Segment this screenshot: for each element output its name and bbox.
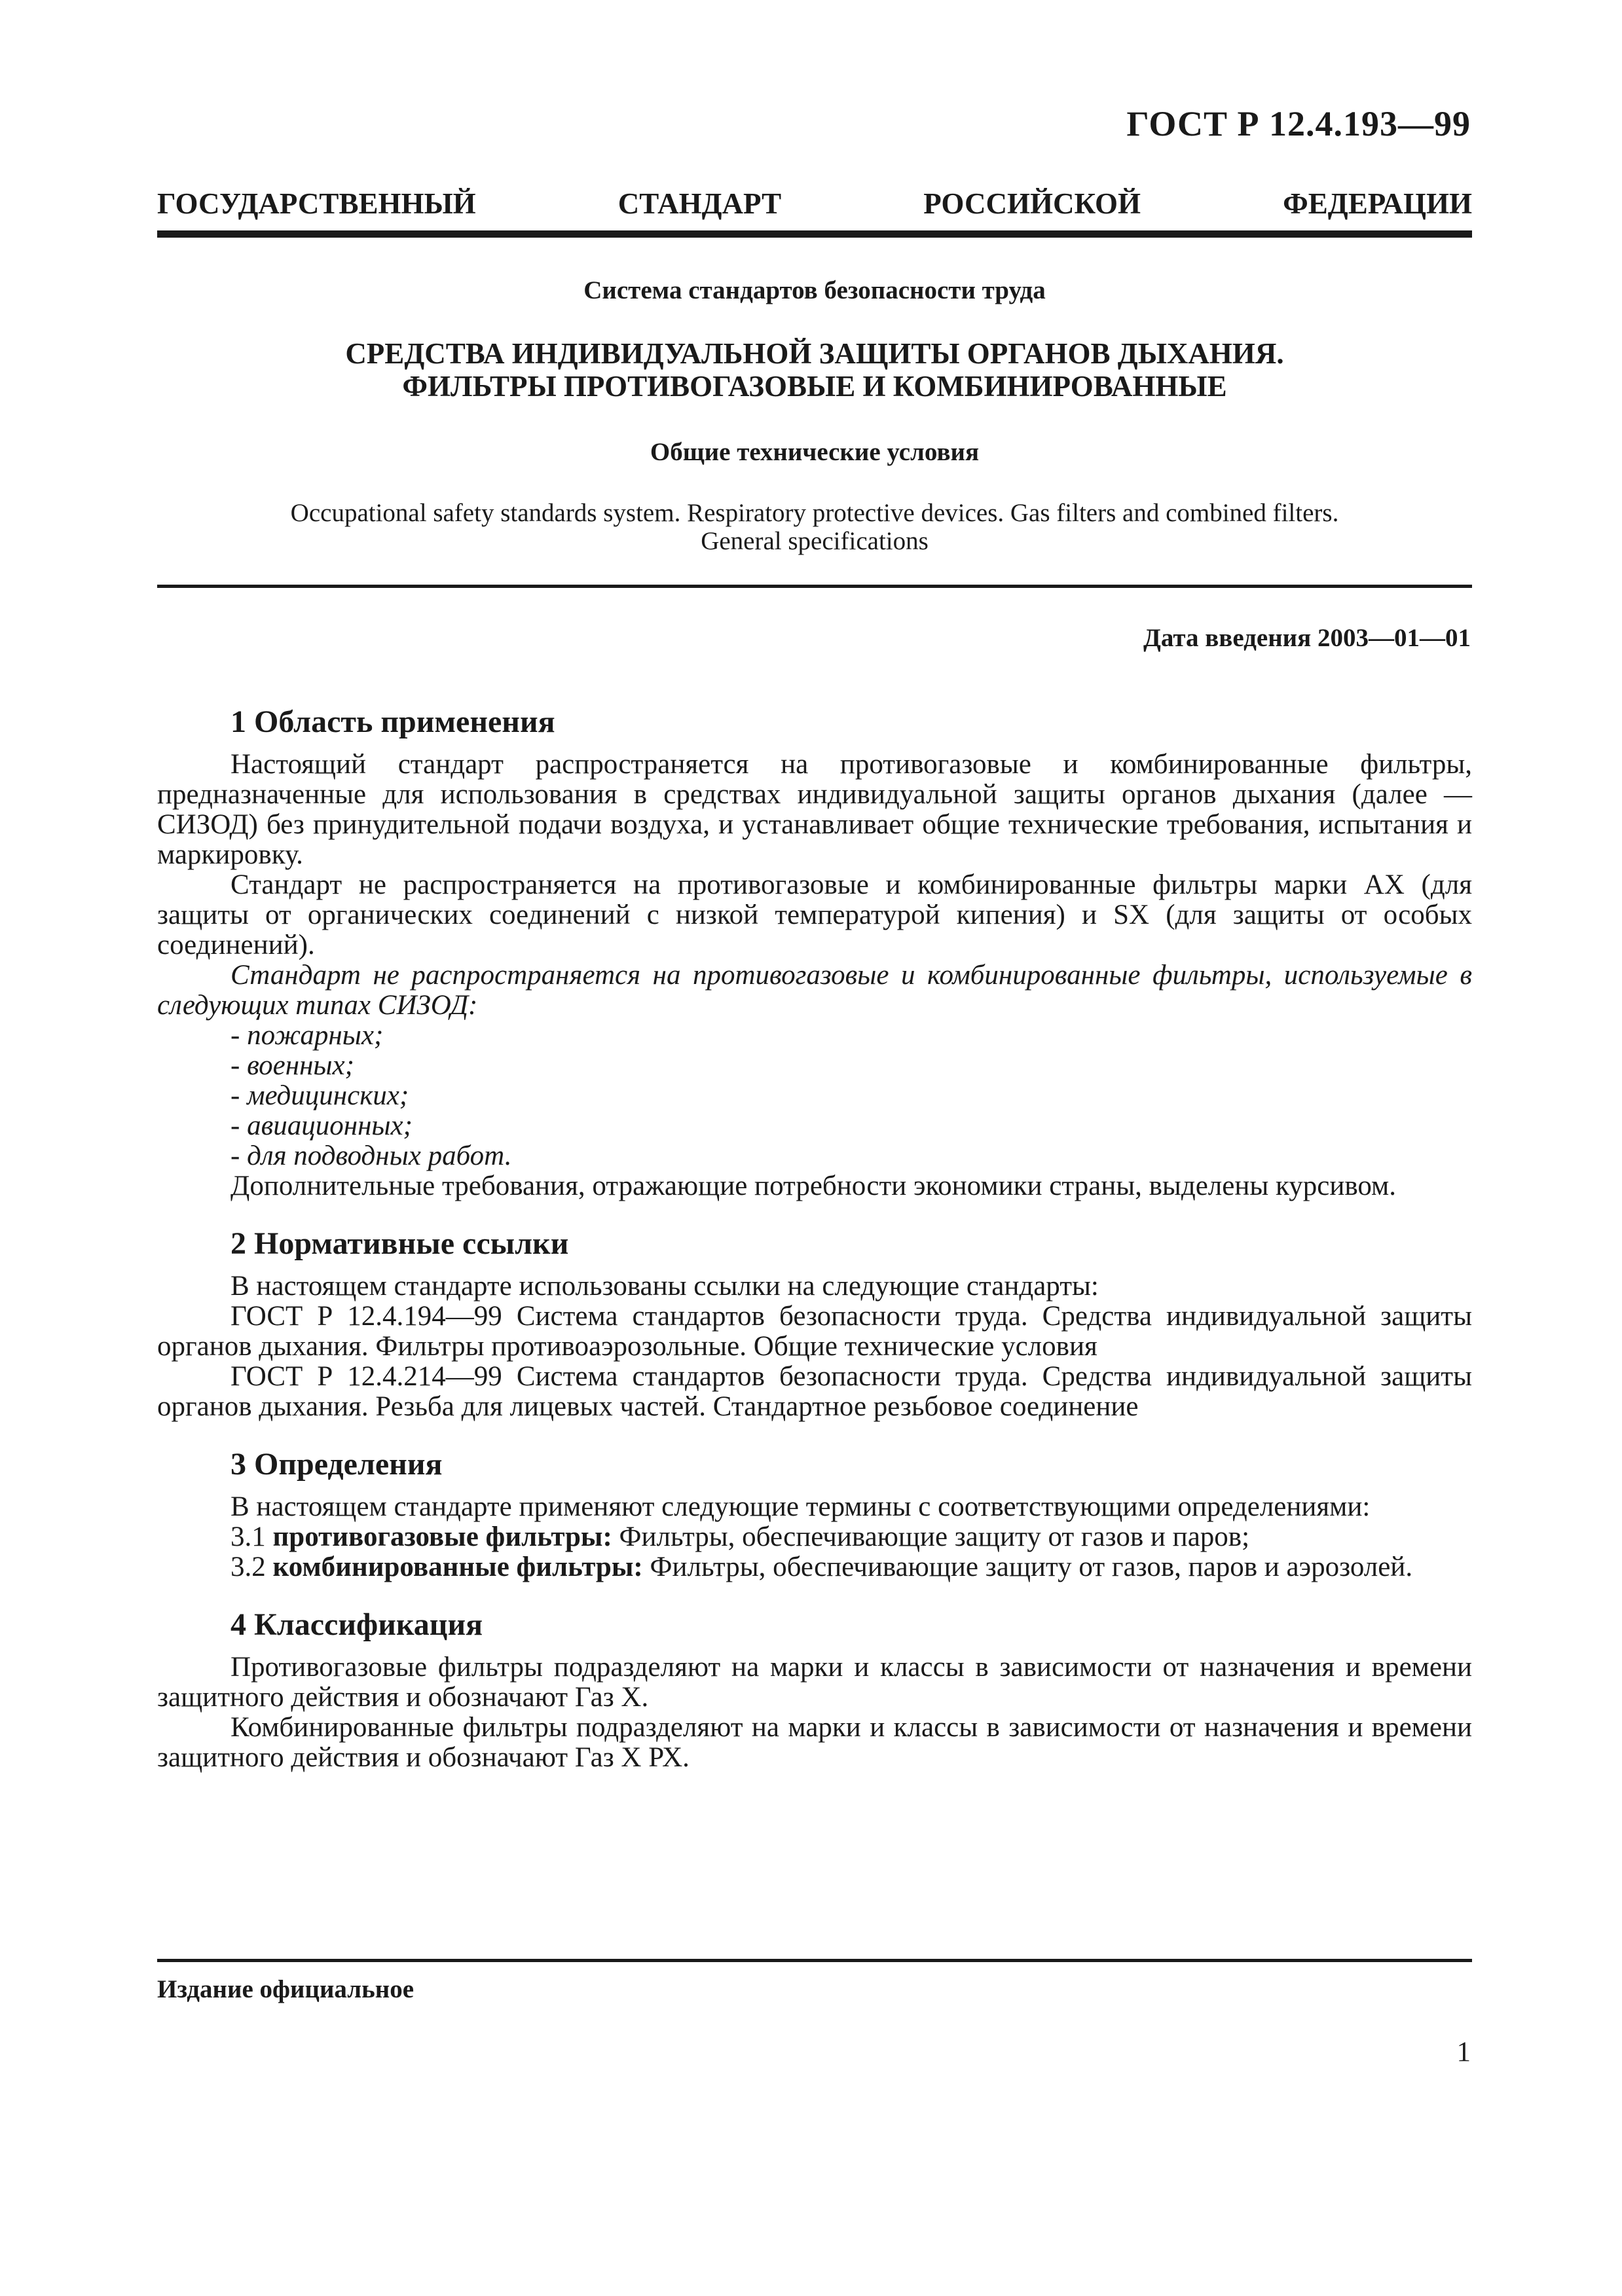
standards-system-label: Система стандартов безопасности труда bbox=[583, 276, 1046, 304]
state-standard-title: ГОСУДАРСТВЕННЫЙ СТАНДАРТ РОССИЙСКОЙ ФЕДЕРАЦИИ bbox=[157, 187, 1472, 220]
document-title-line-1: СРЕДСТВА ИНДИВИДУАЛЬНОЙ ЗАЩИТЫ ОРГАНОВ ДЫХАНИЯ. bbox=[345, 337, 1284, 370]
header-divider bbox=[157, 230, 1472, 238]
paragraph: Противогазовые фильтры подразделяют на марки и классы в зависимости от назначения и времени защитного действия и обозначают Газ Х. bbox=[157, 1652, 1472, 1713]
english-title bbox=[157, 499, 1472, 555]
list-item: - медицинских; bbox=[230, 1080, 409, 1111]
section-heading: 3 Определения bbox=[230, 1447, 443, 1482]
definition-item bbox=[157, 1522, 1472, 1552]
edition-label: Издание официальное bbox=[157, 1975, 415, 2003]
definition-text: Фильтры, обеспечивающие защиту от газов, паров и аэрозолей. bbox=[650, 1552, 1413, 1582]
document-title-line-2: ФИЛЬТРЫ ПРОТИВОГАЗОВЫЕ И КОМБИНИРОВАННЫЕ bbox=[402, 370, 1227, 403]
paragraph: В настоящем стандарте использованы ссылки на следующие стандарты: bbox=[230, 1271, 1099, 1302]
document-code: ГОСТ Р 12.4.193—99 bbox=[1126, 104, 1471, 143]
definition-number: 3.1 bbox=[230, 1522, 266, 1552]
definition-term: комбинированные фильтры: bbox=[272, 1552, 643, 1582]
english-title-line-1: Occupational safety standards system. Respiratory protective devices. Gas filters and combined filters. bbox=[290, 499, 1339, 527]
footer-divider bbox=[157, 1959, 1472, 1962]
definition-term: противогазовые фильтры: bbox=[272, 1522, 612, 1552]
paragraph: В настоящем стандарте применяют следующие термины с соответствующими определениями: bbox=[230, 1491, 1371, 1522]
section-heading: 2 Нормативные ссылки bbox=[230, 1226, 569, 1261]
english-title-line-2: General specifications bbox=[701, 527, 929, 555]
list-item: - для подводных работ. bbox=[230, 1140, 512, 1171]
list-item: - пожарных; bbox=[230, 1020, 384, 1051]
document-body bbox=[157, 704, 1472, 1773]
paragraph: Комбинированные фильтры подразделяют на марки и классы в зависимости от назначения и времени защитного действия и обозначают Газ Х РХ. bbox=[157, 1712, 1472, 1773]
document-subtitle: Общие технические условия bbox=[650, 438, 980, 466]
section-heading: 1 Область применения bbox=[230, 704, 555, 739]
definition-item bbox=[157, 1552, 1472, 1582]
reference-item: ГОСТ Р 12.4.214—99 Система стандартов безопасности труда. Средства индивидуальной защиты органов дыхания. Резьба для лицевых частей. Стандартное резьбовое соединение bbox=[157, 1361, 1472, 1422]
definition-number: 3.2 bbox=[230, 1552, 266, 1582]
list-item: - военных; bbox=[230, 1050, 354, 1081]
definition-text: Фильтры, обеспечивающие защиту от газов и паров; bbox=[619, 1522, 1250, 1552]
introduction-date: Дата введения 2003—01—01 bbox=[1143, 624, 1471, 652]
paragraph: Дополнительные требования, отражающие потребности экономики страны, выделены курсивом. bbox=[230, 1171, 1397, 1201]
paragraph: Настоящий стандарт распространяется на противогазовые и комбинированные фильтры, предназначенные для использования в средствах индивидуальной защиты органов дыхания (далее — СИЗОД) без принудительной подачи воздуха, и устанавливает общие технические требования, испытания и маркировку. bbox=[157, 749, 1472, 870]
section-heading: 4 Классификация bbox=[230, 1607, 483, 1642]
paragraph: Стандарт не распространяется на противогазовые и комбинированные фильтры марки АХ (для защиты от органических соединений с низкой температурой кипения) и SX (для защиты от особых соединений). bbox=[157, 869, 1472, 960]
reference-item: ГОСТ Р 12.4.194—99 Система стандартов безопасности труда. Средства индивидуальной защиты органов дыхания. Фильтры противоаэрозольные. Общие технические условия bbox=[157, 1301, 1472, 1362]
paragraph: Стандарт не распространяется на противогазовые и комбинированные фильтры, используемые в следующих типах СИЗОД: bbox=[157, 960, 1472, 1021]
page-number: 1 bbox=[1456, 2037, 1471, 2068]
document-title bbox=[157, 337, 1472, 403]
title-divider bbox=[157, 585, 1472, 588]
list-item: - авиационных; bbox=[230, 1110, 413, 1141]
